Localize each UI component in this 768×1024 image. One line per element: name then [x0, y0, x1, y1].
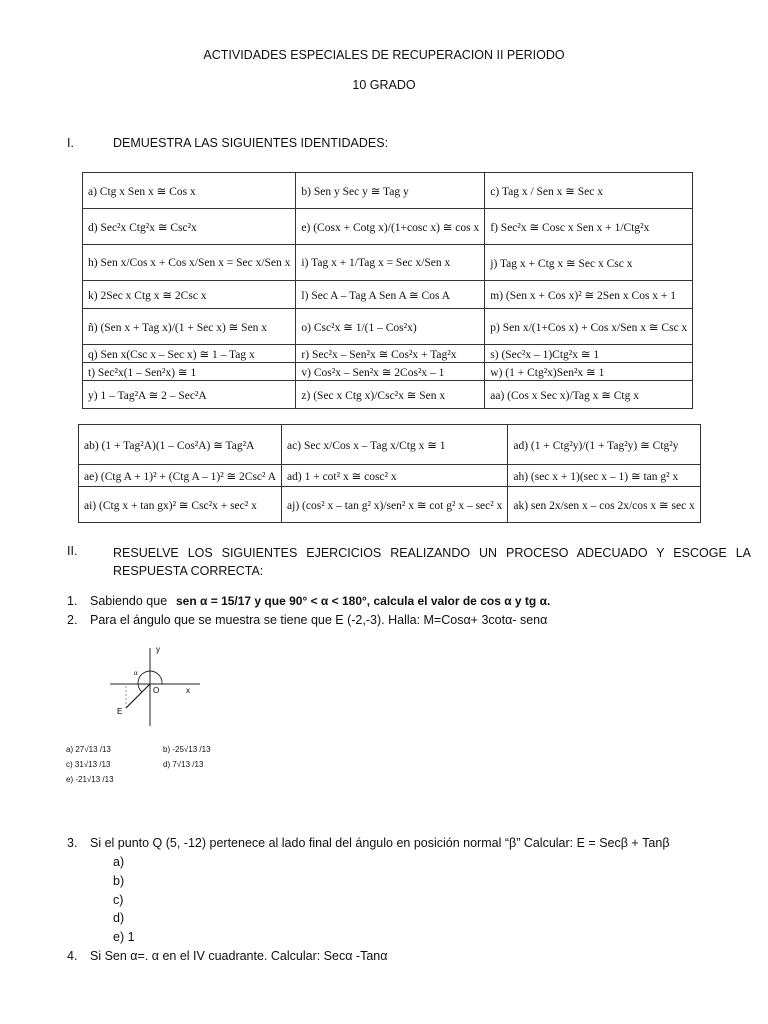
- identity-cell: y) 1 – Tag²A ≅ 2 – Sec²A: [83, 381, 296, 409]
- q2-number: 2.: [67, 613, 78, 627]
- section-2-title: RESUELVE LOS SIGUIENTES EJERCICIOS REALIZANDO UN PROCESO ADECUADO Y ESCOGE LA RESPUESTA CORRECTA:: [113, 546, 751, 578]
- section-1-number: I.: [67, 136, 74, 150]
- q1-prefix: Sabiendo que: [90, 594, 168, 608]
- identity-cell: b) Sen y Sec y ≅ Tag y: [296, 173, 485, 209]
- terminal-side: [126, 684, 150, 708]
- identity-cell: v) Cos²x – Sen²x ≅ 2Cos²x – 1: [296, 363, 485, 381]
- identity-row: [83, 281, 693, 309]
- identity-row: [83, 363, 693, 381]
- q4-text: Si Sen α=. α en el IV cuadrante. Calcular: Secα -Tanα: [90, 949, 388, 963]
- identity-cell: aj) (cos² x – tan g² x)/sen² x ≅ cot g² x – sec² x: [282, 487, 508, 523]
- identity-cell: ah) (sec x + 1)(sec x – 1) ≅ tan g² x: [508, 465, 700, 487]
- identity-cell: z) (Sec x Ctg x)/Csc²x ≅ Sen x: [296, 381, 485, 409]
- y-label: y: [156, 645, 160, 654]
- identity-cell: o) Csc²x ≅ 1/(1 – Cos²x): [296, 309, 485, 345]
- q1-number: 1.: [67, 594, 78, 608]
- identity-cell: ad) 1 + cot² x ≅ cosc² x: [282, 465, 508, 487]
- identity-cell: ae) (Ctg A + 1)² + (Ctg A – 1)² ≅ 2Csc² A: [79, 465, 282, 487]
- identity-cell: k) 2Sec x Ctg x ≅ 2Csc x: [83, 281, 296, 309]
- identity-cell: c) Tag x / Sen x ≅ Sec x: [485, 173, 693, 209]
- identity-cell: t) Sec²x(1 – Sen²x) ≅ 1: [83, 363, 296, 381]
- identity-cell: ai) (Ctg x + tan gx)² ≅ Csc²x + sec² x: [79, 487, 282, 523]
- identity-cell: f) Sec²x ≅ Cosc x Sen x + 1/Ctg²x: [485, 209, 693, 245]
- point-e-label: E: [117, 707, 123, 716]
- alpha-label: α: [134, 669, 138, 677]
- identity-row: [83, 381, 693, 409]
- q2-option-c: c) 31√13 /13: [66, 760, 111, 769]
- document-title: ACTIVIDADES ESPECIALES DE RECUPERACION II PERIODO: [203, 48, 565, 62]
- identity-cell: ad) (1 + Ctg²y)/(1 + Tag²y) ≅ Ctg²y: [508, 425, 700, 465]
- identity-cell: r) Sec²x – Sen²x ≅ Cos²x + Tag²x: [296, 345, 485, 363]
- q2-text: Para el ángulo que se muestra se tiene que E (-2,-3). Halla: M=Cosα+ 3cotα- senα: [90, 613, 548, 627]
- identity-cell: m) (Sen x + Cos x)² ≅ 2Sen x Cos x + 1: [485, 281, 693, 309]
- q3-option-d: d): [113, 911, 125, 925]
- identity-cell: q) Sen x(Csc x – Sec x) ≅ 1 – Tag x: [83, 345, 296, 363]
- identity-cell: ñ) (Sen x + Tag x)/(1 + Sec x) ≅ Sen x: [83, 309, 296, 345]
- identity-cell: a) Ctg x Sen x ≅ Cos x: [83, 173, 296, 209]
- q2-option-d: d) 7√13 /13: [163, 760, 204, 769]
- q3-option-c: c): [113, 893, 124, 907]
- q2-option-e: e) -21√13 /13: [66, 775, 114, 784]
- angle-diagram: [104, 638, 214, 728]
- identities-table-a: [82, 172, 693, 409]
- q3-number: 3.: [67, 836, 78, 850]
- identity-row: [83, 209, 693, 245]
- origin-label: O: [153, 686, 160, 695]
- q4-number: 4.: [67, 949, 78, 963]
- identity-cell: w) (1 + Ctg²x)Sen²x ≅ 1: [485, 363, 693, 381]
- identity-cell: ab) (1 + Tag²A)(1 – Cos²A) ≅ Tag²A: [79, 425, 282, 465]
- q3-option-b: b): [113, 874, 125, 888]
- identity-cell: ak) sen 2x/sen x – cos 2x/cos x ≅ sec x: [508, 487, 700, 523]
- q2-option-b: b) -25√13 /13: [163, 745, 211, 754]
- identity-cell: aa) (Cos x Sec x)/Tag x ≅ Ctg x: [485, 381, 693, 409]
- section-2-number: II.: [67, 544, 78, 558]
- identity-cell: p) Sen x/(1+Cos x) + Cos x/Sen x ≅ Csc x: [485, 309, 693, 345]
- q2-option-a: a) 27√13 /13: [66, 745, 111, 754]
- identity-row: [79, 487, 701, 523]
- identity-cell: j) Tag x + Ctg x ≅ Sec x Csc x: [485, 245, 693, 281]
- identity-cell: l) Sec A – Tag A Sen A ≅ Cos A: [296, 281, 485, 309]
- grade-label: 10 GRADO: [352, 78, 416, 92]
- identity-row: [79, 425, 701, 465]
- identity-row: [83, 309, 693, 345]
- identity-cell: ac) Sec x/Cos x – Tag x/Ctg x ≅ 1: [282, 425, 508, 465]
- q3-text: Si el punto Q (5, -12) pertenece al lado final del ángulo en posición normal “β” Calcular: E = Secβ + Tanβ: [90, 836, 670, 850]
- identity-row: [83, 173, 693, 209]
- identity-cell: e) (Cosx + Cotg x)/(1+cosc x) ≅ cos x: [296, 209, 485, 245]
- identity-row: [83, 245, 693, 281]
- q1-formula: sen α = 15/17 y que 90° < α < 180°, calcula el valor de cos α y tg α.: [176, 594, 551, 608]
- identity-cell: d) Sec²x Ctg²x ≅ Csc²x: [83, 209, 296, 245]
- identity-cell: h) Sen x/Cos x + Cos x/Sen x = Sec x/Sen x: [83, 245, 296, 281]
- x-label: x: [186, 686, 190, 695]
- identity-cell: i) Tag x + 1/Tag x = Sec x/Sen x: [296, 245, 485, 281]
- section-1-title: DEMUESTRA LAS SIGUIENTES IDENTIDADES:: [113, 136, 389, 150]
- identity-cell: s) (Sec²x – 1)Ctg²x ≅ 1: [485, 345, 693, 363]
- identity-row: [83, 345, 693, 363]
- identity-row: [79, 465, 701, 487]
- q3-option-a: a): [113, 855, 125, 869]
- identities-table-b: [78, 424, 701, 523]
- q3-option-e: e) 1: [113, 930, 135, 944]
